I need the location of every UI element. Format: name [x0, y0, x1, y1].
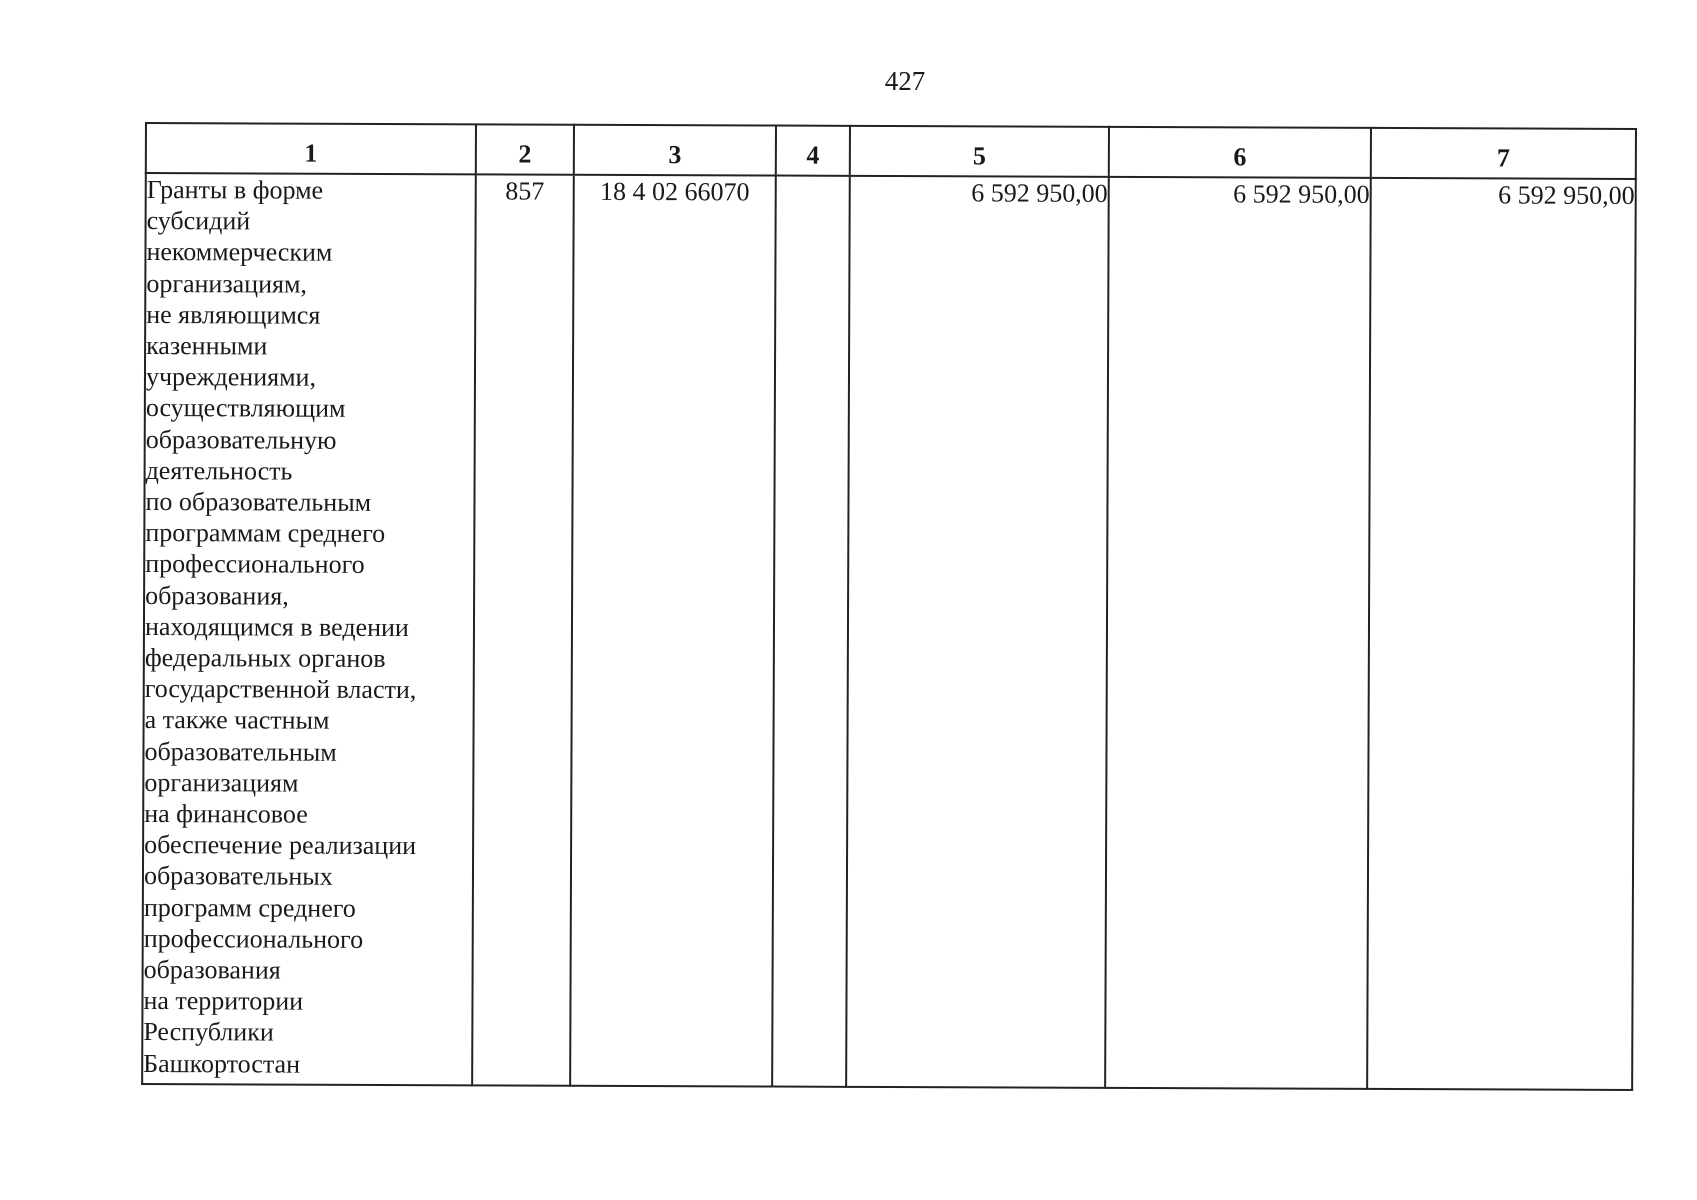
row-name-line: организациям	[144, 767, 299, 798]
table-row	[142, 173, 1636, 1090]
row-name-line: государственной власти,	[144, 674, 417, 705]
row-name-line: образовательных	[143, 861, 333, 892]
row-name-line: на финансовое	[144, 799, 308, 829]
row-name-cell	[142, 173, 476, 1085]
row-name-line: профессионального	[143, 923, 364, 954]
row-name-line: на территории	[143, 986, 304, 1016]
row-name-line: организациям,	[146, 268, 308, 299]
row-col4-cell	[772, 176, 850, 1087]
row-amount-col7-cell: 6 592 950,00	[1367, 178, 1636, 1090]
row-name-line: образовательную	[145, 424, 337, 455]
row-name-line: Башкортостан	[143, 1048, 301, 1079]
row-name-line: обеспечение реализации	[144, 830, 417, 861]
row-name-line: не являющимся	[146, 299, 321, 330]
row-name-line: субсидий	[146, 206, 251, 236]
row-amount-col5-cell: 6 592 950,00	[846, 176, 1109, 1088]
row-name-line: программам среднего	[145, 518, 386, 549]
header-col-5: 5	[850, 126, 1109, 177]
row-name-line: профессионального	[145, 549, 365, 580]
row-name-line: образовательным	[144, 736, 337, 767]
header-col-3: 3	[574, 125, 776, 176]
row-name-line: осуществляющим	[145, 393, 346, 424]
row-name-line: Гранты в форме	[146, 175, 324, 205]
row-name-line: федеральных органов	[144, 643, 386, 674]
row-name-line: казенными	[146, 331, 268, 361]
page-number: 427	[884, 66, 926, 96]
row-name-line: а также частным	[144, 705, 330, 736]
row-classification-code-cell: 18 4 02 66070	[570, 175, 776, 1087]
row-name-line: Республики	[143, 1017, 274, 1048]
row-code-cell: 857	[472, 174, 574, 1085]
row-amount-col6-cell: 6 592 950,00	[1105, 177, 1371, 1089]
row-name-line: находящимся в ведении	[144, 611, 409, 642]
header-col-4: 4	[776, 126, 850, 176]
row-name-line: образования,	[145, 580, 289, 611]
row-name-line: деятельность	[145, 455, 293, 486]
budget-table	[141, 122, 1637, 1091]
row-name-line: образования	[143, 955, 281, 985]
header-col-6: 6	[1109, 127, 1371, 178]
row-name-line: учреждениями,	[145, 362, 317, 392]
row-name-line: программ среднего	[143, 892, 356, 923]
header-col-7: 7	[1371, 128, 1636, 179]
header-col-2: 2	[476, 124, 574, 174]
header-col-1: 1	[146, 123, 476, 174]
row-name-line: по образовательным	[145, 487, 372, 517]
row-name-line: некоммерческим	[146, 237, 333, 268]
table-header-row	[146, 123, 1636, 179]
